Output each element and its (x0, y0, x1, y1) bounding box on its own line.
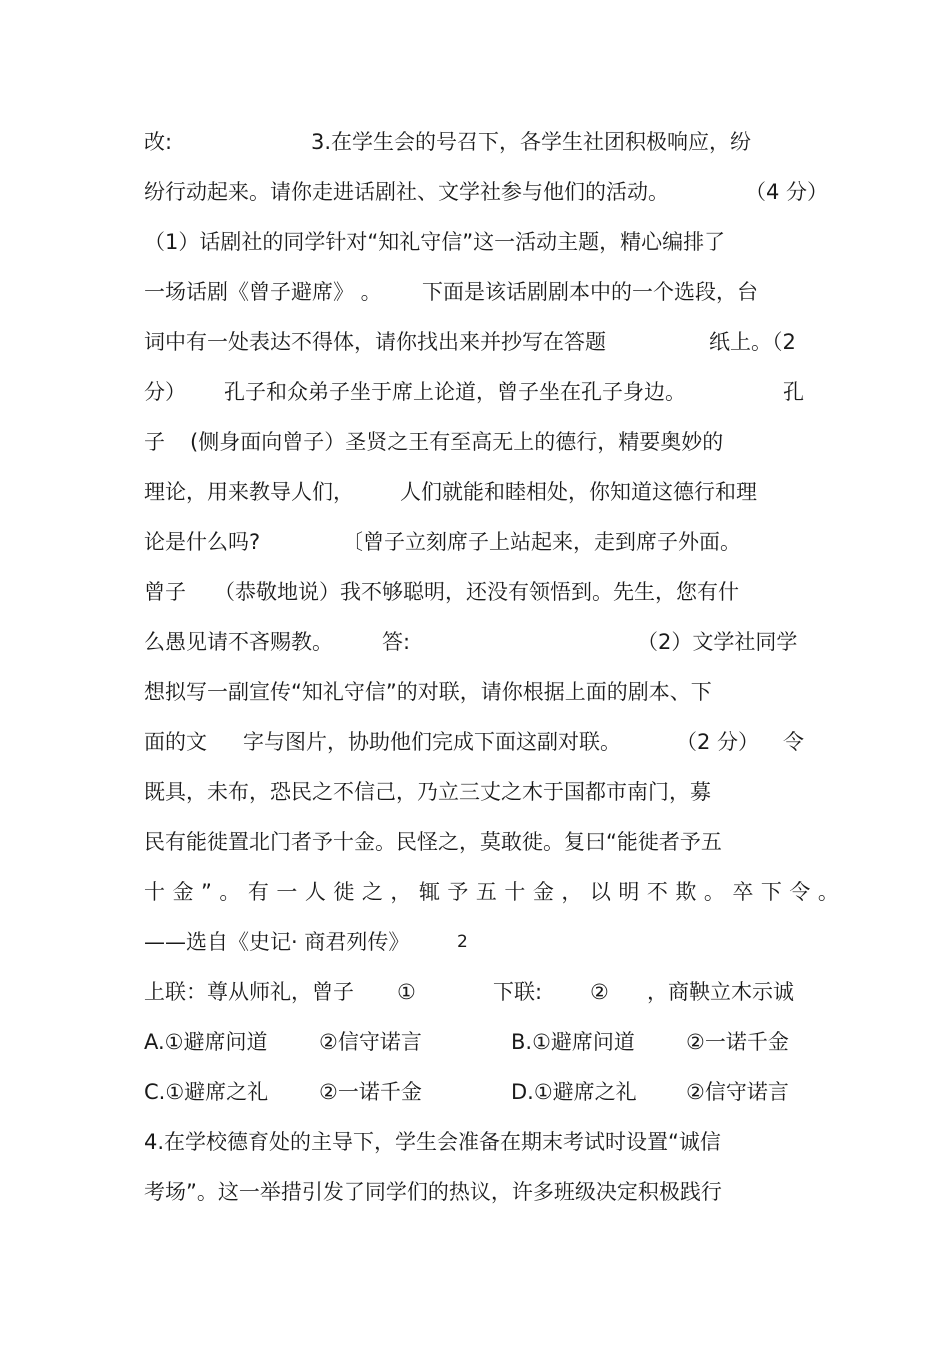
text-segment: 上联：尊从师礼，曾子 (144, 980, 354, 1004)
text-segment: 2 (457, 932, 468, 952)
text-segment: 民有能徙置北门者予十金。民怪之，莫敢徙。复曰“能徙者予五 (144, 830, 722, 854)
text-segment: 既具，未布，恐民之不信己，乃立三丈之木于国都市南门，募 (144, 780, 711, 804)
text-line (0, 972, 950, 1012)
text-segment: 么愚见请不吝赐教。 (144, 630, 333, 654)
text-segment: （2）文学社同学 (637, 630, 798, 654)
text-line (0, 872, 950, 912)
text-segment: C.①避席之礼 (144, 1080, 269, 1104)
text-segment: 一场话剧《曾子避席》 。 (144, 280, 382, 304)
text-segment: 分） (144, 380, 186, 404)
text-line (0, 622, 950, 662)
text-line (0, 1172, 950, 1212)
text-segment: 纸上。（2 (709, 330, 796, 354)
text-segment: D.①避席之礼 (511, 1080, 637, 1104)
text-line (0, 922, 950, 962)
text-segment: 论是什么吗? (144, 530, 261, 554)
text-line (0, 772, 950, 812)
text-line (0, 722, 950, 762)
text-line (0, 172, 950, 212)
text-segment: 下联: (493, 980, 543, 1004)
text-segment: 〔曾子立刻席子上站起来，走到席子外面。 (342, 530, 741, 554)
text-segment: 令 (783, 730, 804, 754)
text-segment: (侧身面向曾子）圣贤之王有至高无上的德行，精要奥妙的 (190, 430, 724, 454)
text-segment: （4 分） (745, 180, 829, 204)
text-segment: 下面是该话剧剧本中的一个选段，台 (422, 280, 758, 304)
text-segment: ②信守诺言 (319, 1030, 422, 1054)
text-segment: （恭敬地说）我不够聪明，还没有领悟到。先生，您有什 (214, 580, 739, 604)
text-segment: ②信守诺言 (686, 1080, 789, 1104)
text-segment: 十金”。有一人徙之，辄予五十金，以明不欺。卒下令。 (144, 880, 847, 904)
text-line (0, 372, 950, 412)
text-line (0, 472, 950, 512)
text-segment: 答: (382, 630, 411, 654)
text-line (0, 1122, 950, 1162)
text-segment: ② (590, 980, 609, 1004)
text-segment: ，商鞅立木示诚 (647, 980, 794, 1004)
text-segment: ——选自《史记· 商君列传》 (144, 930, 410, 954)
text-segment: （1）话剧社的同学针对“知礼守信”这一活动主题，精心编排了 (144, 230, 726, 254)
text-segment: 纷行动起来。请你走进话剧社、文学社参与他们的活动。 (144, 180, 669, 204)
text-segment: 子 (144, 430, 165, 454)
text-line (0, 272, 950, 312)
text-segment: 考场”。这一举措引发了同学们的热议，许多班级决定积极践行 (144, 1180, 722, 1204)
text-segment: 字与图片，协助他们完成下面这副对联。 (243, 730, 621, 754)
text-line (0, 522, 950, 562)
text-line (0, 822, 950, 862)
text-segment: 4.在学校德育处的主导下，学生会准备在期末考试时设置“诚信 (144, 1130, 721, 1154)
text-segment: 孔子和众弟子坐于席上论道，曾子坐在孔子身边。 (224, 380, 686, 404)
text-segment: ① (397, 980, 416, 1004)
text-segment: 曾子 (144, 580, 186, 604)
text-segment: 想拟写一副宣传“知礼守信”的对联，请你根据上面的剧本、下 (144, 680, 712, 704)
text-segment: 面的文 (144, 730, 207, 754)
text-line (0, 222, 950, 262)
text-segment: 3.在学生会的号召下，各学生社团积极响应，纷 (311, 130, 752, 154)
text-segment: 人们就能和睦相处，你知道这德行和理 (400, 480, 757, 504)
text-segment: 改: (144, 130, 173, 154)
text-segment: （2 分） (676, 730, 760, 754)
text-segment: 理论，用来教导人们， (144, 480, 354, 504)
text-segment: A.①避席问道 (144, 1030, 268, 1054)
text-line (0, 1022, 950, 1062)
text-segment: ②一诺千金 (319, 1080, 422, 1104)
text-segment: ②一诺千金 (686, 1030, 789, 1054)
text-segment: 孔 (783, 380, 804, 404)
text-segment: B.①避席问道 (511, 1030, 635, 1054)
text-line (0, 422, 950, 462)
text-segment: 词中有一处表达不得体，请你找出来并抄写在答题 (144, 330, 606, 354)
text-line (0, 572, 950, 612)
text-line (0, 1072, 950, 1112)
text-line (0, 322, 950, 362)
text-line (0, 122, 950, 162)
text-line (0, 672, 950, 712)
